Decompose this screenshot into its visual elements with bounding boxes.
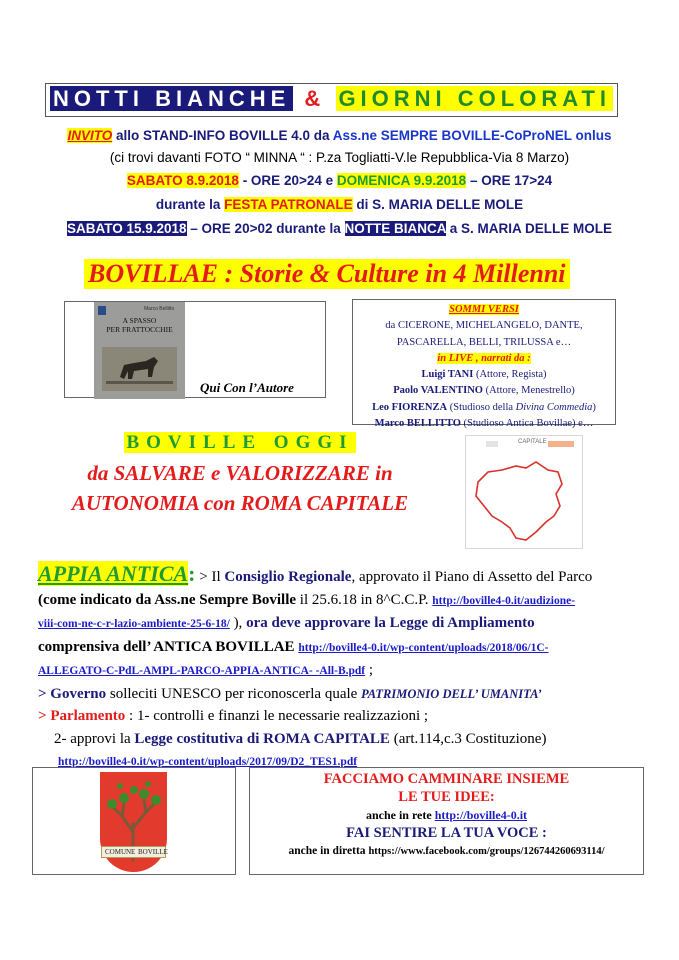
legge-roma-capitale: Legge costitutiva di ROMA CAPITALE — [134, 730, 390, 747]
appia-line-7 — [38, 705, 658, 728]
crest-shield — [100, 772, 167, 872]
footer-line-2: LE TUE IDEE: — [398, 789, 495, 805]
tes1-pdf-link[interactable]: http://boville4-0.it/wp-content/uploads/2017/09/D2_TES1.pdf — [58, 756, 358, 768]
bovillae-title-highlight — [84, 259, 570, 289]
invite-line-2 — [0, 150, 679, 165]
audizione-link[interactable]: http://boville4-0.it/audizione- — [432, 594, 576, 607]
crest-banner-right: BOVILLE — [138, 848, 168, 856]
performer-4-name: Marco BELLITTO — [374, 418, 461, 430]
performer-2-name: Paolo VALENTINO — [393, 385, 483, 397]
book-title — [94, 316, 185, 334]
time-text-3: – ORE 20>02 durante la — [186, 221, 345, 236]
book-title-line-2: PER FRATTOCCHIE — [106, 325, 173, 334]
title-banner — [45, 83, 618, 117]
performer-3-role-italic: Divina Commedia — [515, 401, 593, 413]
crest-banner-left: COMUNE — [105, 848, 136, 856]
appia-line-3 — [38, 612, 658, 636]
during-text: durante la — [155, 197, 225, 212]
appia-line-2 — [38, 589, 658, 613]
place-text-2: a S. MARIA DELLE MOLE — [446, 221, 613, 236]
date-saturday-8: SABATO 8.9.2018 — [126, 173, 239, 188]
invite-line-5 — [0, 221, 679, 236]
performer-1 — [353, 367, 615, 383]
date-sunday-9: DOMENICA 9.9.2018 — [336, 173, 467, 188]
boville-oggi-text: BOVILLE OGGI — [126, 432, 354, 453]
title-notti-bianche: NOTTI BIANCHE — [50, 86, 293, 111]
performer-4 — [353, 416, 615, 432]
appia-line-4 — [38, 636, 658, 660]
appia-l7-c: : 1- controlli e finanzi le necessarie realizzazioni ; — [125, 708, 429, 724]
notte-bianca: NOTTE BIANCA — [344, 221, 446, 236]
appia-l6-b: solleciti UNESCO per riconoscerla quale — [106, 685, 362, 702]
appia-antica-colon: : — [188, 561, 196, 586]
book-author: Marco Bellitto — [144, 306, 175, 312]
time-text-1: - ORE 20>24 e — [238, 173, 337, 188]
appia-l5-b: ; — [365, 662, 374, 678]
footer-live-label: anche in diretta — [288, 845, 369, 857]
patrimonio-umanita: PATRIMONIO DELL’ UMANITA’ — [361, 686, 542, 701]
audizione-link-cont[interactable]: viii-com-ne-c-r-lazio-ambiente-25-6-18/ — [38, 618, 230, 630]
map-label-block-left — [486, 441, 498, 447]
performer-3-role-end: ) — [592, 401, 596, 413]
footer-website-link[interactable]: http://boville4-0.it — [434, 808, 528, 822]
appia-line-6 — [38, 683, 658, 706]
footer-facebook-link[interactable]: https://www.facebook.com/groups/126744260693114/ — [368, 846, 605, 857]
appia-l8-a: 2- approvi la — [54, 730, 135, 747]
verses-heading — [353, 302, 615, 318]
footer-line-5 — [250, 845, 643, 857]
performer-4-role: (Studioso Antica Bovillae) e… — [460, 418, 594, 430]
appia-line-5 — [38, 659, 658, 683]
consiglio-regionale: Consiglio Regionale — [224, 569, 352, 585]
performer-3 — [353, 400, 615, 416]
appia-l1-a: > Il — [195, 569, 225, 585]
appia-l1-c: , approvato il Piano di Assetto del Parco — [351, 569, 593, 585]
title-text — [46, 86, 617, 112]
footer-line-4: FAI SENTIRE LA TUA VOCE : — [346, 825, 547, 841]
organization-name: Ass.ne SEMPRE BOVILLE-CoProNEL onlus — [332, 128, 612, 143]
book-box — [64, 301, 326, 398]
allegato-link[interactable]: http://boville4-0.it/wp-content/uploads/2018/06/1C- — [298, 641, 549, 654]
festa-patronale: FESTA PATRONALE — [224, 197, 353, 212]
verses-heading-text: SOMMI VERSI — [449, 304, 519, 315]
book-cover — [94, 302, 185, 399]
verses-live — [353, 351, 615, 367]
appia-antica-section — [38, 563, 658, 774]
date-saturday-15: SABATO 15.9.2018 — [66, 221, 187, 236]
footer-box — [249, 767, 644, 875]
boville-oggi-line-3: AUTONOMIA con ROMA CAPITALE — [71, 491, 409, 515]
performer-1-role: (Attore, Regista) — [473, 369, 547, 381]
legge-ampliamento: ora deve approvare la Legge di Ampliamento — [246, 615, 535, 631]
invite-line-4 — [0, 197, 679, 212]
appia-l2-a: (come indicato da Ass.ne Sempre Boville — [38, 591, 297, 608]
verses-box — [352, 299, 616, 430]
horse-relief-icon — [102, 347, 177, 391]
verses-line-2: PASCARELLA, BELLI, TRILUSSA e… — [396, 336, 572, 348]
footer-web-label: anche in rete — [365, 808, 435, 822]
footer-line-1: FACCIAMO CAMMINARE INSIEME — [323, 771, 570, 787]
allegato-link-cont[interactable]: ALLEGATO-C-PdL-AMPL-PARCO-APPIA-ANTICA- -All-B.pdf — [38, 665, 366, 677]
invite-text: allo STAND-INFO BOVILLE 4.0 da — [112, 128, 333, 143]
boville-map-outline-icon — [466, 450, 584, 550]
appia-l2-b: il 25.6.18 in 8^C.C.P. — [296, 591, 433, 608]
footer-line-3 — [250, 808, 643, 823]
appia-l3-b: ), — [229, 615, 247, 631]
verses-line-1: da CICERONE, MICHELANGELO, DANTE, — [385, 320, 583, 332]
parlamento: Parlamento — [50, 708, 126, 724]
invite-line-3 — [0, 173, 679, 188]
book-title-line-1: A SPASSO — [122, 316, 157, 325]
appia-l7-a: > — [38, 708, 51, 724]
crest-banner — [101, 846, 166, 858]
governo: > Governo — [38, 685, 107, 702]
boville-oggi-heading — [40, 432, 440, 458]
book-caption: Qui Con l’Autore — [200, 380, 294, 395]
verses-live-text: in LIVE , narrati da : — [437, 352, 531, 364]
appia-l8-c: (art.114,c.3 Costituzione) — [389, 730, 547, 747]
bovillae-title: BOVILLAE : Storie & Culture in 4 Millenni — [88, 259, 566, 288]
place-text: di S. MARIA DELLE MOLE — [352, 197, 524, 212]
appia-line-1 — [38, 563, 658, 589]
location-text: (ci trovi davanti FOTO “ MINNA “ : P.za Togliatti-V.le Repubblica-Via 8 Marzo) — [109, 150, 570, 165]
appia-antica-title: APPIA ANTICA — [38, 561, 189, 586]
invito-label: INVITO — [67, 128, 113, 143]
book-relief-image — [102, 347, 177, 391]
appia-line-8 — [38, 728, 658, 751]
map-label: CAPITALE — [518, 439, 547, 445]
map-card — [465, 435, 583, 549]
boville-oggi-block — [40, 432, 440, 518]
time-text-2: – ORE 17>24 — [466, 173, 553, 188]
performer-2 — [353, 383, 615, 399]
title-giorni-colorati: GIORNI COLORATI — [338, 86, 612, 111]
title-ampersand: & — [304, 86, 326, 111]
publisher-logo — [98, 306, 106, 315]
map-label-block-right — [548, 441, 574, 447]
performer-2-role: (Attore, Menestrello) — [482, 385, 575, 397]
crest-box — [32, 767, 236, 875]
invite-line-1 — [0, 128, 679, 143]
boville-oggi-line-2: da SALVARE e VALORIZZARE in — [87, 461, 393, 485]
performer-3-name: Leo FIORENZA — [372, 401, 448, 413]
performer-3-role: (Studioso della — [447, 401, 516, 413]
performer-1-name: Luigi TANI — [421, 369, 474, 381]
appia-l4-a: comprensiva dell’ ANTICA BOVILLAE — [38, 638, 299, 655]
